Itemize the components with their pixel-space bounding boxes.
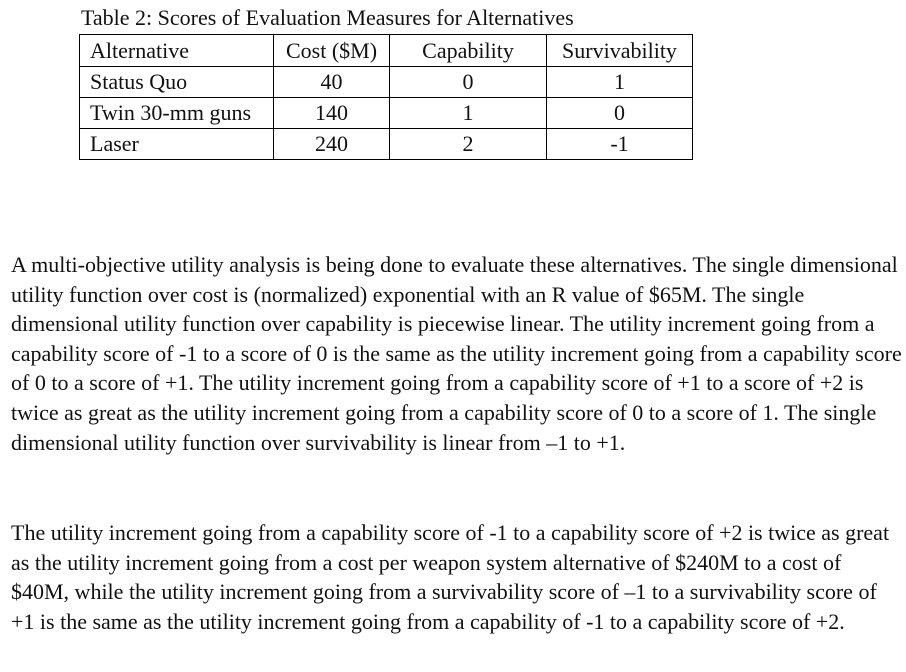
header-alternative: Alternative bbox=[80, 35, 274, 67]
table-header-row bbox=[80, 35, 693, 67]
cell-capability: 1 bbox=[390, 98, 547, 129]
table-row bbox=[80, 98, 693, 129]
cell-cost: 140 bbox=[274, 98, 390, 129]
cell-survivability: -1 bbox=[547, 129, 693, 160]
table-caption: Table 2: Scores of Evaluation Measures for Alternatives bbox=[81, 5, 574, 30]
table-row bbox=[80, 67, 693, 98]
paragraph-utility-functions: A multi-objective utility analysis is being done to evaluate these alternatives. The single dimensional utility function over cost is (normalized) exponential with an R value of $65M. The single dimensional utility function over capability is piecewise linear. The utility increment going from a capability score of -1 to a score of 0 is the same as the utility increment going from a capability score of 0 to a score of +1. The utility increment going from a capability score of +1 to a score of +2 is twice as great as the utility increment going from a capability score of 0 to a score of 1. The single dimensional utility function over survivability is linear from –1 to +1. bbox=[11, 252, 902, 455]
paragraph-utility-increments: The utility increment going from a capability score of -1 to a capability score of +2 is twice as great as the utility increment going from a cost per weapon system alternative of $240M to a cost of $40M, while the utility increment going from a survivability score of –1 to a survivability score of +1 is the same as the utility increment going from a capability of -1 to a capability score of +2. bbox=[11, 520, 890, 634]
cell-survivability: 1 bbox=[547, 67, 693, 98]
header-survivability: Survivability bbox=[547, 35, 693, 67]
cell-cost: 240 bbox=[274, 129, 390, 160]
cell-cost: 40 bbox=[274, 67, 390, 98]
cell-alternative: Twin 30-mm guns bbox=[80, 98, 274, 129]
cell-alternative: Status Quo bbox=[80, 67, 274, 98]
cell-alternative: Laser bbox=[80, 129, 274, 160]
header-cost: Cost ($M) bbox=[274, 35, 390, 67]
header-capability: Capability bbox=[390, 35, 547, 67]
cell-capability: 2 bbox=[390, 129, 547, 160]
cell-survivability: 0 bbox=[547, 98, 693, 129]
cell-capability: 0 bbox=[390, 67, 547, 98]
scores-table bbox=[79, 34, 693, 160]
table-row bbox=[80, 129, 693, 160]
